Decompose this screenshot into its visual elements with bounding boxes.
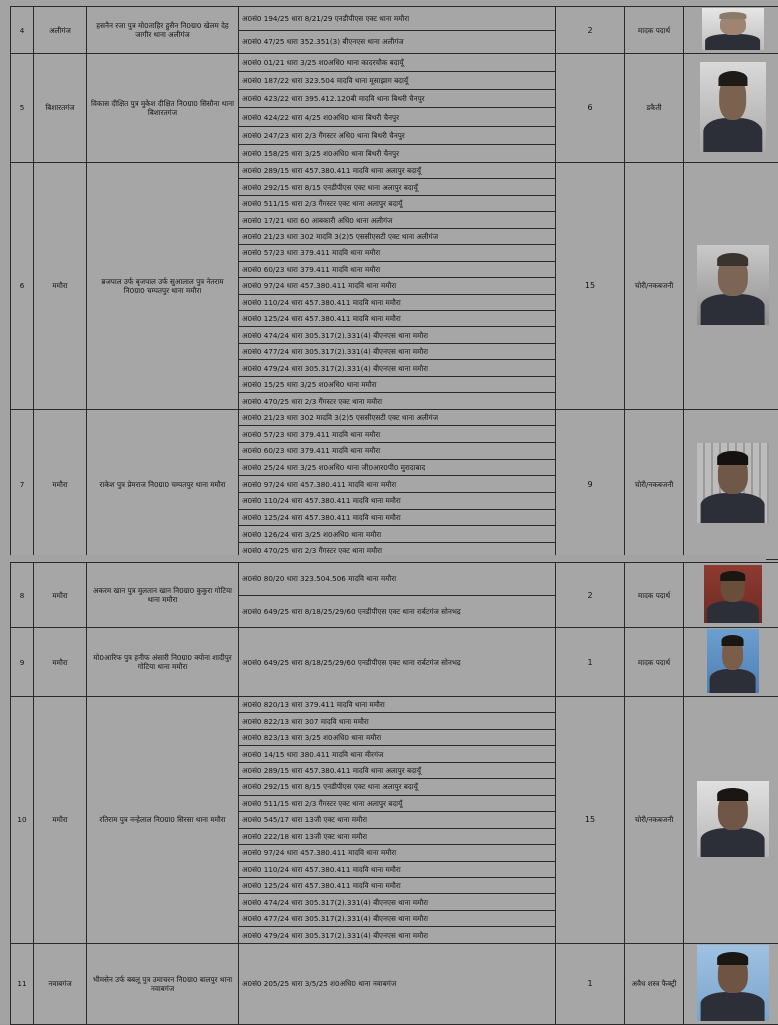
case-entry: अ0सं0 292/15 धारा 8/15 एनडीपीएस एक्ट थाना अलापुर बदायूँ (239, 179, 555, 195)
case-entry: अ0सं0 97/24 धारा 457.380.411 मादवि थाना ममौरा (239, 278, 555, 294)
case-entry: अ0सं0 14/15 धारा 380.411 मादवि थाना मीरगंज (239, 746, 555, 762)
photo-cell (684, 162, 778, 409)
serial-number: 8 (11, 563, 34, 628)
case-list (239, 628, 556, 697)
police-station: ममौरा (34, 697, 87, 944)
case-entry: अ0सं0 60/23 धारा 379.411 मादवि थाना ममौरा (239, 443, 555, 460)
case-entry: अ0सं0 80/20 धारा 323.504.506 मादवि थाना ममौरा (239, 563, 555, 596)
case-count: 15 (556, 162, 625, 409)
accused-name-address: ब्रजपाल उर्फ बृजपाल उर्फ सुआलाल पुत्र नेतराम नि0ग्रा0 चम्पतपुर थाना ममौरा (87, 162, 239, 409)
case-entry: अ0सं0 479/24 धारा 305.317(2).331(4) बीएनएस थाना ममौरा (239, 360, 555, 376)
crime-type: मादक पदार्थ (625, 7, 684, 54)
record-row (11, 563, 778, 628)
record-row (11, 943, 778, 1024)
case-entry: अ0सं0 97/24 धारा 457.380.411 मादवि थाना ममौरा (239, 476, 555, 493)
case-entry: अ0सं0 57/23 धारा 379.411 मादवि थाना ममौरा (239, 426, 555, 443)
police-station: ममौरा (34, 409, 87, 559)
case-entry: अ0सं0 125/24 धारा 457.380.411 मादवि थाना ममौरा (239, 311, 555, 327)
case-entry: अ0सं0 477/24 धारा 305.317(2).331(4) बीएनएस थाना ममौरा (239, 911, 555, 927)
case-entry: अ0सं0 21/23 धारा 302 मादवि 3(2)5 एससीएसटी एक्ट थाना अलीगंज (239, 229, 555, 245)
photo-cell (684, 54, 778, 163)
accused-photo (697, 781, 769, 857)
case-list (239, 7, 556, 54)
case-entry: अ0सं0 247/23 धारा 2/3 गैंगस्टर अधि0 थाना बिथरी चैनपुर (239, 127, 555, 145)
case-entry: अ0सं0 292/15 धारा 8/15 एनडीपीएस एक्ट थाना अलापुर बदायूँ (239, 779, 555, 795)
serial-number: 4 (11, 7, 34, 54)
police-station: ममौरा (34, 628, 87, 697)
case-entry: अ0सं0 97/24 धारा 457.380.411 मादवि थाना ममौरा (239, 845, 555, 861)
police-station: ममौरा (34, 162, 87, 409)
case-count: 9 (556, 409, 625, 559)
case-entry: अ0सं0 545/17 धारा 13जी एक्ट थाना ममौरा (239, 812, 555, 828)
case-entry: अ0सं0 125/24 धारा 457.380.411 मादवि थाना ममौरा (239, 510, 555, 527)
case-count: 2 (556, 7, 625, 54)
case-entry: अ0सं0 110/24 धारा 457.380.411 मादवि थाना ममौरा (239, 862, 555, 878)
crime-type: मादक पदार्थ (625, 563, 684, 628)
case-list (239, 54, 556, 163)
case-entry: अ0सं0 424/22 धारा 4/25 श0अधि0 थाना बिथरी चैनपुर (239, 108, 555, 126)
case-count: 6 (556, 54, 625, 163)
record-row (11, 697, 778, 944)
page-break (10, 555, 766, 561)
accused-name-address: राकेश पुत्र प्रेमराज नि0ग्रा0 चम्पतपुर थाना ममौरा (87, 409, 239, 559)
case-entry: अ0सं0 470/25 धारा 2/3 गैंगस्टर एक्ट थाना ममौरा (239, 543, 555, 559)
photo-cell (684, 563, 778, 628)
photo-cell (684, 409, 778, 559)
police-station: अलीगंज (34, 7, 87, 54)
case-entry: अ0सं0 477/24 धारा 305.317(2).331(4) बीएनएस थाना ममौरा (239, 344, 555, 360)
case-entry: अ0सं0 57/23 धारा 379.411 मादवि थाना ममौरा (239, 245, 555, 261)
case-entry: अ0सं0 158/25 धारा 3/25 श0अधि0 थाना बिथरी चैनपुर (239, 145, 555, 162)
case-list (239, 697, 556, 944)
case-count: 2 (556, 563, 625, 628)
case-entry: अ0सं0 21/23 धारा 302 मादवि 3(2)5 एससीएसटी एक्ट थाना अलीगंज (239, 410, 555, 427)
case-entry: अ0सं0 474/24 धारा 305.317(2).331(4) बीएनएस थाना ममौरा (239, 327, 555, 343)
accused-photo (697, 245, 769, 325)
case-entry: अ0सं0 205/25 धारा 3/5/25 श0अधि0 थाना नवाबगंज (239, 944, 555, 1024)
serial-number: 7 (11, 409, 34, 559)
crime-type: चोरी/नकबजनी (625, 697, 684, 944)
case-list (239, 563, 556, 628)
accused-photo (702, 8, 764, 50)
case-entry: अ0सं0 194/25 धारा 8/21/29 एनडीपीएस एक्ट थाना ममौरा (239, 7, 555, 31)
record-row (11, 7, 778, 54)
case-entry: अ0सं0 822/13 धारा 307 मादवि थाना ममौरा (239, 713, 555, 729)
accused-name-address: विकास दीक्षित पुत्र मुकेश दीक्षित नि0ग्रा0 सिसौना थाना बिशारतगंज (87, 54, 239, 163)
photo-cell (684, 943, 778, 1024)
case-entry: अ0सं0 60/23 धारा 379.411 मादवि थाना ममौरा (239, 262, 555, 278)
record-row (11, 162, 778, 409)
case-entry: अ0सं0 649/25 धारा 8/18/25/29/60 एनडीपीएस एक्ट थाना रार्बटगंज सोनभद्र (239, 628, 555, 696)
serial-number: 11 (11, 943, 34, 1024)
case-entry: अ0सं0 474/24 धारा 305.317(2).331(4) बीएनएस थाना ममौरा (239, 894, 555, 910)
case-entry: अ0सं0 289/15 धारा 457.380.411 मादवि थाना अलापुर बदायूँ (239, 763, 555, 779)
accused-name-address: मो0आरिफ पुत्र हनीफ अंसारी नि0ग्रा0 क्योना शादीपुर गोटिया थाना ममौरा (87, 628, 239, 697)
case-entry: अ0सं0 823/13 धारा 3/25 श0अधि0 थाना ममौरा (239, 730, 555, 746)
police-station: बिशारतगंज (34, 54, 87, 163)
case-entry: अ0सं0 126/24 धारा 3/25 श0अधि0 थाना ममौरा (239, 526, 555, 543)
accused-photo (697, 945, 769, 1021)
crime-type: चोरी/नकबजनी (625, 162, 684, 409)
case-entry: अ0सं0 511/15 धारा 2/3 गैंगस्टर एक्ट थाना अलापुर बदायूँ (239, 196, 555, 212)
photo-cell (684, 628, 778, 697)
accused-name-address: अकरम खान पुत्र मुलतान खान नि0ग्रा0 कुकुरा गोटिया थाना ममौरा (87, 563, 239, 628)
police-station: नवाबगंज (34, 943, 87, 1024)
police-station: ममौरा (34, 563, 87, 628)
case-entry: अ0सं0 649/25 धारा 8/18/25/29/60 एनडीपीएस एक्ट थाना रार्बटगंज सोनभद्र (239, 596, 555, 628)
case-entry: अ0सं0 222/18 धारा 13जी एक्ट थाना ममौरा (239, 829, 555, 845)
serial-number: 9 (11, 628, 34, 697)
criminal-register-table-1 (10, 6, 778, 560)
record-row (11, 54, 778, 163)
case-entry: अ0सं0 25/24 धारा 3/25 श0अधि0 थाना जी0आर0पी0 मुरादाबाद (239, 460, 555, 477)
accused-name-address: हसनैन रजा पुत्र मो0ताहिर हुसैन नि0ग्रा0 खेलम देह जागीर थाना अलीगंज (87, 7, 239, 54)
criminal-register-table-2 (10, 562, 778, 1025)
crime-type: डकैती (625, 54, 684, 163)
case-list (239, 162, 556, 409)
serial-number: 10 (11, 697, 34, 944)
accused-photo (697, 443, 769, 523)
case-entry: अ0सं0 423/22 धारा 395.412.120बी मादवि थाना बिथरी चैनपुर (239, 90, 555, 108)
record-row (11, 409, 778, 559)
accused-name-address: रतिराम पुत्र नन्हेलाल नि0ग्रा0 सिरसा थाना ममौरा (87, 697, 239, 944)
case-entry: अ0सं0 820/13 धारा 379.411 मादवि थाना ममौरा (239, 697, 555, 713)
photo-cell (684, 697, 778, 944)
crime-type: अवैध शस्त्र फैक्ट्री (625, 943, 684, 1024)
accused-photo (700, 62, 766, 152)
accused-photo (707, 629, 759, 693)
photo-cell (684, 7, 778, 54)
case-entry: अ0सं0 470/25 धारा 2/3 गैंगस्टर एक्ट थाना ममौरा (239, 393, 555, 408)
case-count: 1 (556, 943, 625, 1024)
crime-type: चोरी/नकबजनी (625, 409, 684, 559)
accused-name-address: भीमसेन उर्फ बबलू पुत्र उमाचरन नि0ग्रा0 बालपुर थाना नवाबगंज (87, 943, 239, 1024)
case-entry: अ0सं0 479/24 धारा 305.317(2).331(4) बीएनएस थाना ममौरा (239, 927, 555, 942)
serial-number: 6 (11, 162, 34, 409)
case-entry: अ0सं0 125/24 धारा 457.380.411 मादवि थाना ममौरा (239, 878, 555, 894)
case-entry: अ0सं0 17/21 धारा 60 आबकारी अधि0 थाना अलीगंज (239, 212, 555, 228)
case-list (239, 943, 556, 1024)
case-count: 15 (556, 697, 625, 944)
serial-number: 5 (11, 54, 34, 163)
case-entry: अ0सं0 47/25 धारा 352.351(3) बीएनएस थाना अलीगंज (239, 31, 555, 54)
case-entry: अ0सं0 511/15 धारा 2/3 गैंगस्टर एक्ट थाना अलापुर बदायूँ (239, 796, 555, 812)
case-list (239, 409, 556, 559)
case-entry: अ0सं0 01/21 धारा 3/25 श0अधि0 थाना कादरचौक बदायूँ (239, 54, 555, 72)
case-entry: अ0सं0 289/15 धारा 457.380.411 मादवि थाना अलापुर बदायूँ (239, 163, 555, 179)
crime-type: मादक पदार्थ (625, 628, 684, 697)
case-entry: अ0सं0 15/25 धारा 3/25 श0अधि0 थाना ममौरा (239, 377, 555, 393)
record-row (11, 628, 778, 697)
accused-photo (704, 565, 762, 623)
case-entry: अ0सं0 187/22 धारा 323.504 मादवि थाना मूसाझाग बदायूँ (239, 72, 555, 90)
case-entry: अ0सं0 110/24 धारा 457.380.411 मादवि थाना ममौरा (239, 493, 555, 510)
case-entry: अ0सं0 110/24 धारा 457.380.411 मादवि थाना ममौरा (239, 295, 555, 311)
case-count: 1 (556, 628, 625, 697)
